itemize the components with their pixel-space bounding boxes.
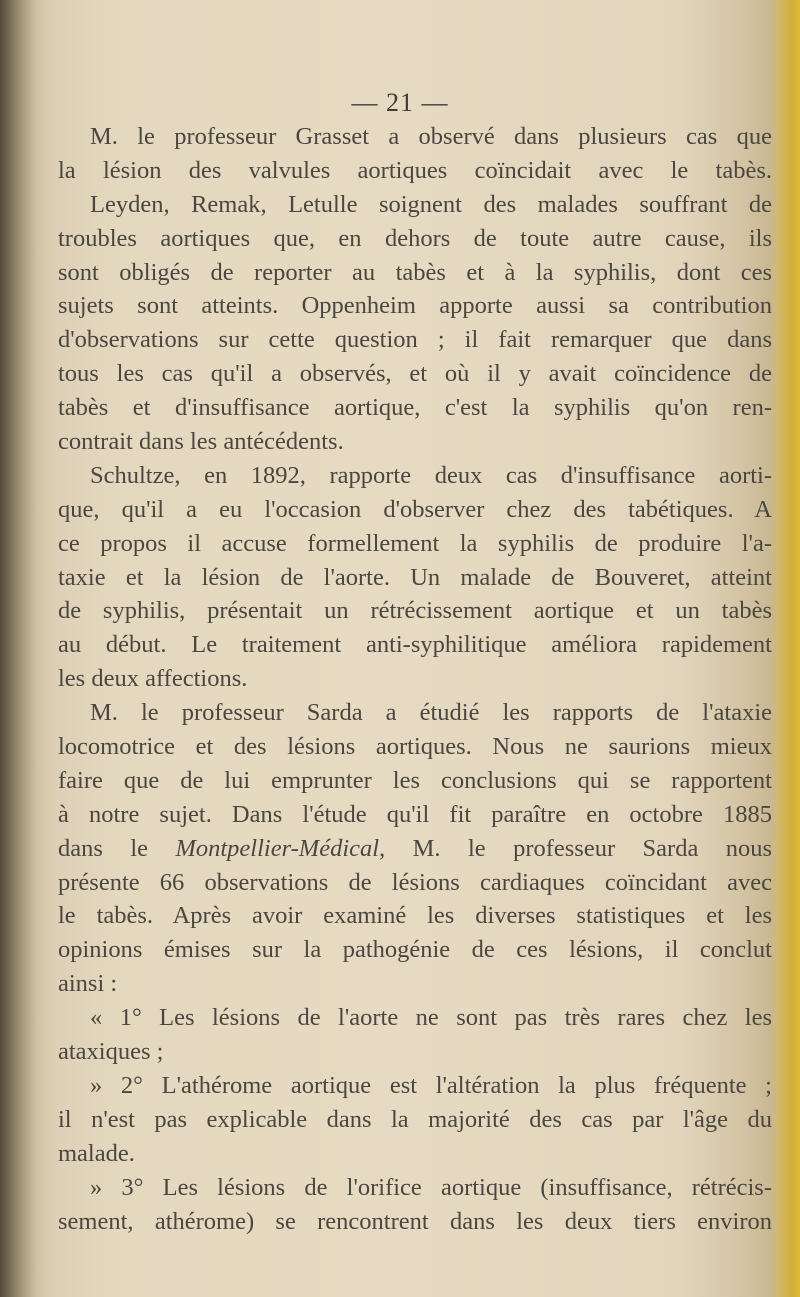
journal-title: Montpellier-Médical,: [175, 834, 386, 862]
text-line: « 1° Les lésions de l'aorte ne sont pas très rares chez les: [90, 1004, 772, 1032]
text-line: ainsi :: [58, 970, 118, 998]
text-line: contrait dans les antécédents.: [58, 428, 344, 456]
text-line: le tabès. Après avoir examiné les diverses statistiques et les: [58, 902, 772, 930]
text-run: M. le professeur Sarda nous: [412, 834, 773, 862]
text-line: » 2° L'athérome aortique est l'altération la plus fréquente ;: [90, 1071, 772, 1099]
text-line: Leyden, Remak, Letulle soignent des malades souffrant de: [90, 190, 772, 218]
text-line: sont obligés de reporter au tabès et à la syphilis, dont ces: [58, 258, 772, 286]
text-line: d'observations sur cette question ; il fait remarquer que dans: [58, 326, 772, 354]
text-line: tabès et d'insuffisance aortique, c'est la syphilis qu'on ren-: [58, 394, 772, 422]
text-line: la lésion des valvules aortiques coïncidait avec le tabès.: [58, 156, 772, 184]
text-line: M. le professeur Sarda a étudié les rapports de l'ataxie: [90, 699, 772, 727]
text-line: » 3° Les lésions de l'orifice aortique (insuffisance, rétrécis-: [90, 1173, 772, 1201]
text-line: troubles aortiques que, en dehors de toute autre cause, ils: [58, 224, 772, 252]
text-line: sement, athérome) se rencontrent dans les deux tiers environ: [58, 1207, 772, 1235]
text-line: M. le professeur Grasset a observé dans plusieurs cas que: [90, 123, 772, 150]
text-line: ce propos il accuse formellement la syphilis de produire l'a-: [58, 529, 772, 557]
text-line: Schultze, en 1892, rapporte deux cas d'insuffisance aorti-: [90, 461, 772, 489]
text-line: locomotrice et des lésions aortiques. Nous ne saurions mieux: [58, 733, 772, 761]
text-line: que, qu'il a eu l'occasion d'observer chez des tabétiques. A: [58, 495, 772, 523]
text-line: au début. Le traitement anti-syphilitique améliora rapidement: [58, 631, 772, 659]
text-line: tous les cas qu'il a observés, et où il y avait coïncidence de: [58, 360, 772, 388]
text-run: dans le: [58, 834, 149, 862]
text-line: taxie et la lésion de l'aorte. Un malade de Bouveret, atteint: [58, 563, 772, 591]
text-line: à notre sujet. Dans l'étude qu'il fit paraître en octobre 1885: [58, 800, 772, 828]
text-line: de syphilis, présentait un rétrécissement aortique et un tabès: [58, 597, 772, 625]
text-line: les deux affections.: [58, 665, 248, 693]
text-line: sujets sont atteints. Oppenheim apporte aussi sa contribution: [58, 292, 772, 320]
text-line: malade.: [58, 1139, 135, 1167]
text-line: faire que de lui emprunter les conclusions qui se rapportent: [58, 766, 772, 794]
body-text: [58, 120, 772, 1238]
page-number: — 21 —: [351, 88, 449, 117]
text-line: présente 66 observations de lésions cardiaques coïncidant avec: [58, 868, 772, 896]
text-line: [58, 832, 772, 866]
text-line: ataxiques ;: [58, 1038, 164, 1066]
text-line: il n'est pas explicable dans la majorité des cas par l'âge du: [58, 1105, 772, 1133]
text-line: opinions émises sur la pathogénie de ces lésions, il conclut: [58, 936, 772, 964]
